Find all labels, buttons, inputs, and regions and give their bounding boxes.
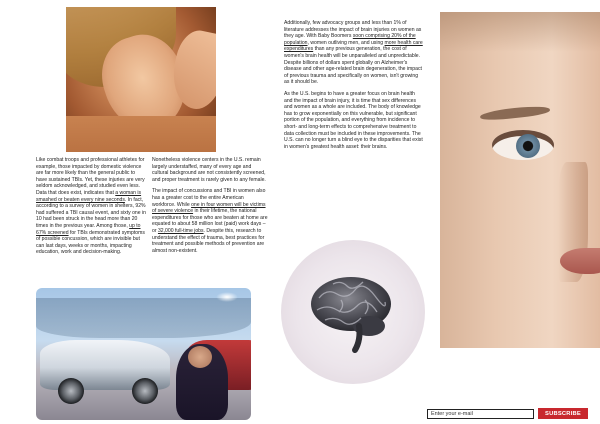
text-run: . In fact, according to a survey of women in shelters, 92% had suffered a TBI causal event, and sixty one in 10 had been struck in the head more than 20 times in the previous year. Among those,	[36, 196, 146, 229]
paragraph	[284, 20, 424, 86]
woman-headache-photo	[66, 7, 216, 152]
photo-flare	[216, 292, 238, 302]
article-column-left	[36, 157, 146, 261]
photo-wheel	[132, 378, 158, 404]
woman-face-closeup-photo	[440, 12, 600, 348]
inline-link[interactable]: one in four women will be victims of severe violence	[152, 201, 266, 215]
subscribe-button[interactable]: SUBSCRIBE	[538, 408, 588, 419]
car-crash-photo	[36, 288, 251, 420]
paragraph	[36, 157, 146, 256]
paragraph: As the U.S. begins to have a greater focus on brain health and the impact of brain injury, it is time that sex differences and women as a whole are included. The body of knowledge has to grow exponentially on this vulnerable, but significant portion of the population, and everything from incidence to short- and long-term effects to comprehensive treatment to data collection must be included in these improvements. The U.S. can no longer turn a blind eye to the disparities that exist in women's greatest health asset: their brains.	[284, 90, 423, 150]
inline-link[interactable]: more health care expenditures	[284, 39, 423, 53]
photo-shirt	[66, 116, 216, 152]
text-run: , women outliving men, and using	[307, 39, 385, 46]
text-run: in their lifetime, the national expenditures for those who are beaten at home are equated to about 58 million lost (paid) work days – or	[152, 208, 268, 234]
brain-image	[281, 240, 425, 384]
paragraph: Nonetheless violence centers in the U.S. remain largely understaffed, many of every age and cultural background are not consistently screened, and proper treatment is rarely given to any female.	[152, 157, 266, 183]
brain-icon	[281, 240, 425, 384]
photo-wheel	[58, 378, 84, 404]
text-run: The impact of concussions and TBI in women also has a greater cost to the entire American workforce. While	[152, 188, 266, 208]
photo-trees	[36, 298, 251, 338]
photo-person-head	[188, 346, 212, 368]
email-input[interactable]	[427, 409, 534, 419]
article-column-middle	[152, 157, 268, 259]
inline-link[interactable]: up to 67% screened	[36, 222, 141, 236]
inline-link[interactable]: soon comprising 20% of the population	[284, 33, 416, 46]
paragraph	[152, 188, 268, 254]
inline-link[interactable]: 32,000 full-time jobs	[157, 227, 204, 234]
text-run: for TBIs demonstrated symptoms of possible concussion, which are invisible but can last days, weeks or months, impacting education, work and decision-making.	[36, 229, 145, 256]
photo-iris	[516, 134, 540, 158]
article-column-right	[284, 20, 424, 155]
text-run: than any previous generation, the cost of women's brain health will be unparalleled and unpredictable. Despite billions of dollars spent globally on Alzheimer's disease and other age-related brain degeneration, the impact of previous trauma and specifically on women, isn't growing as it should be.	[284, 46, 422, 86]
photo-hairline	[440, 12, 600, 52]
text-run: Like combat troops and professional athletes for example, those impacted by domestic violence are far more likely than the general public to have sustained TBIs. Yet, these injuries are very seldom acknowledged, and studied even less. Data that does exist, indicates that	[36, 157, 145, 196]
photo-eyebrow	[480, 104, 551, 121]
text-run: Additionally, few advocacy groups and less than 1% of literature addresses the impact of brain injuries on women as they age. With Baby Boomers	[284, 20, 422, 40]
text-run: . Despite this, research to understand the effect of trauma, best practices for treatment and possible methods of prevention are almost non-existent.	[152, 227, 265, 254]
inline-link[interactable]: a woman is smashed or beaten every nine seconds	[36, 189, 142, 203]
